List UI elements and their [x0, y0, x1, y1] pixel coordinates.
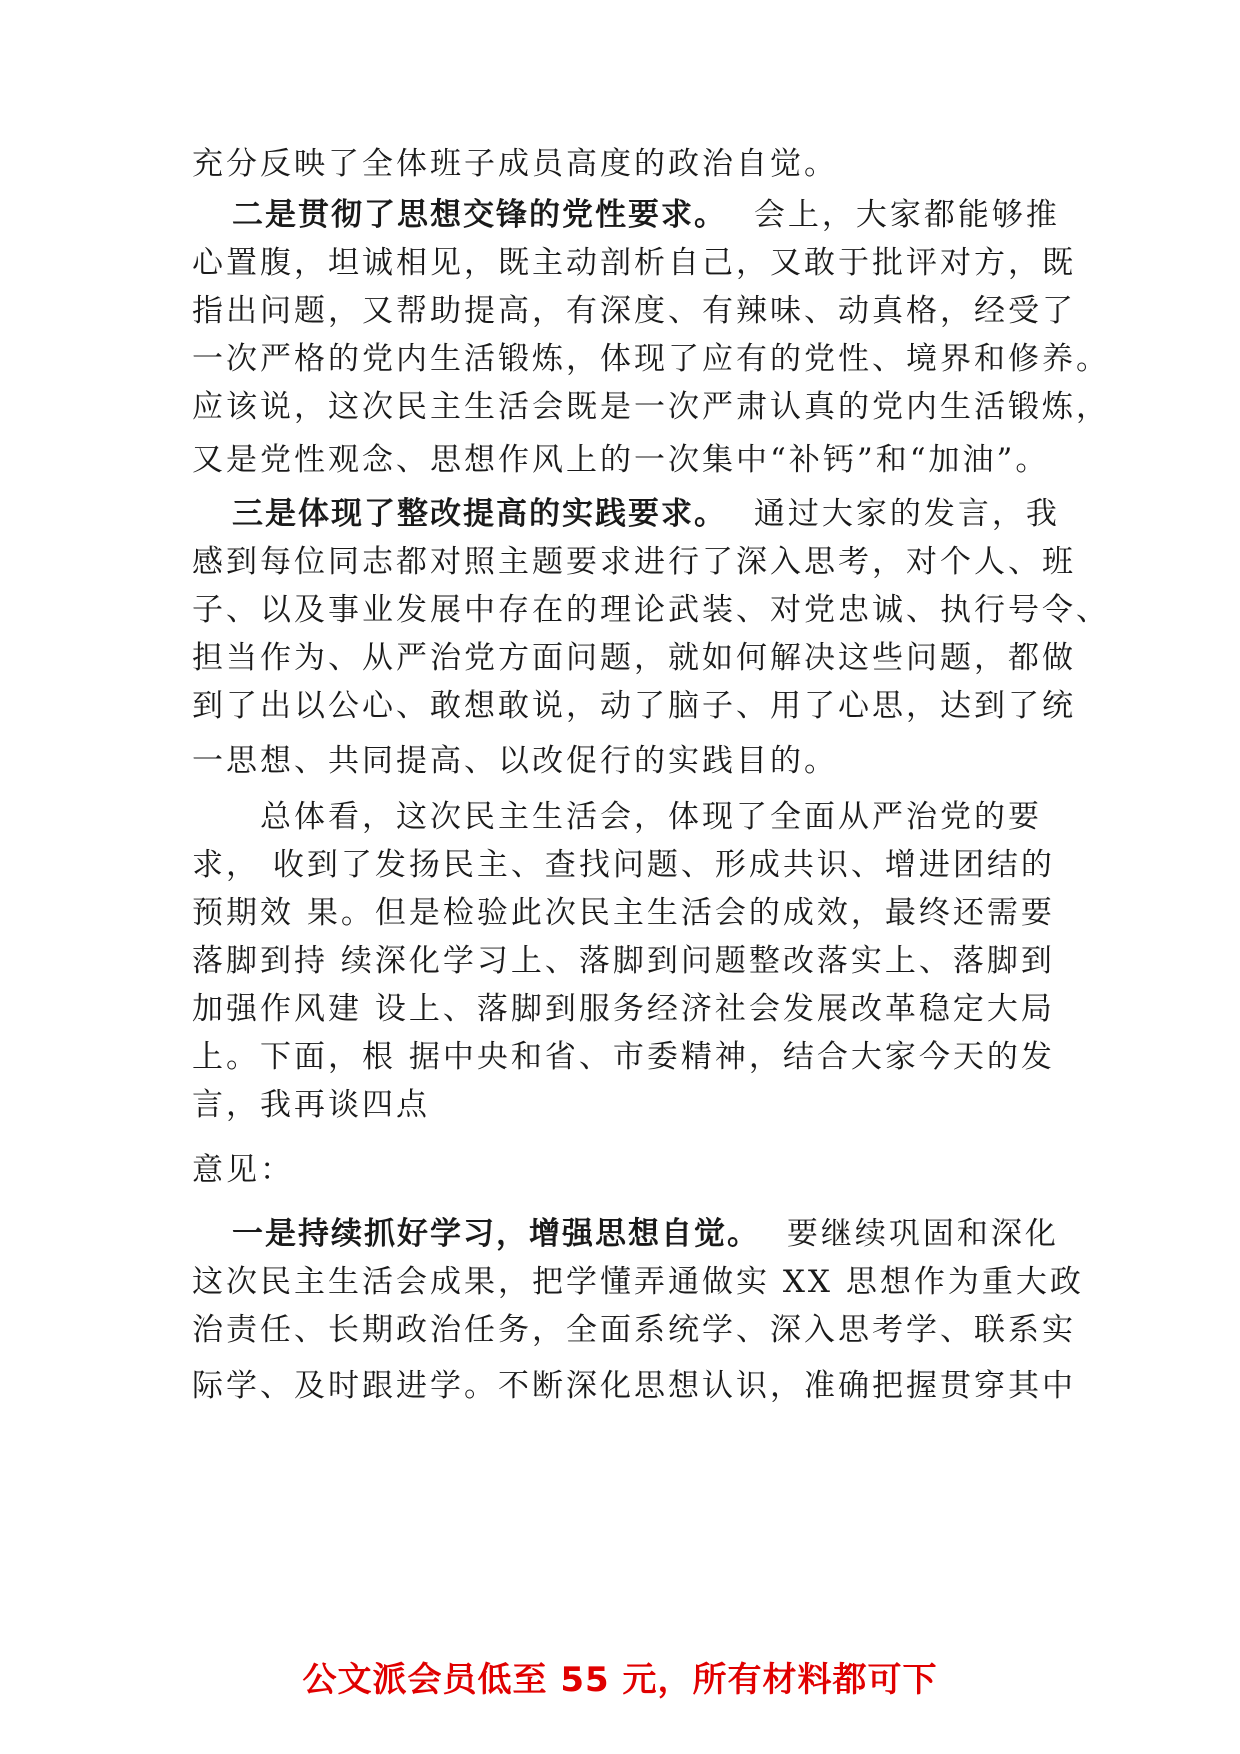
text-line: 应该说，这次民主生活会既是一次严肃认真的党内生活锻炼，	[192, 389, 1110, 425]
paragraph-text: 要继续巩固和深化	[786, 1216, 1059, 1252]
text-line: 充分反映了全体班子成员高度的政治自觉。	[192, 146, 838, 182]
paragraph-heading-line	[232, 1212, 1059, 1256]
text-line: 一思想、共同提高、以改促行的实践目的。	[192, 743, 838, 779]
text-line: 治责任、长期政治任务，全面系统学、深入思考学、联系实	[192, 1312, 1076, 1348]
text-line: 意见：	[192, 1152, 294, 1188]
text-line: 总体看，这次民主生活会，体现了全面从严治党的要	[192, 799, 1042, 835]
text-line: 到了出以公心、敢想敢说，动了脑子、用了心思，达到了统	[192, 688, 1076, 724]
text-line: 言，我再谈四点	[192, 1087, 430, 1123]
text-line: 一次严格的党内生活锻炼，体现了应有的党性、境界和修养。	[192, 341, 1110, 377]
text-line: 上。下面，根 据中央和省、市委精神，结合大家今天的发	[192, 1039, 1055, 1075]
text-line: 担当作为、从严治党方面问题，就如何解决这些问题，都做	[192, 640, 1076, 676]
text-line: 这次民主生活会成果，把学懂弄通做实 XX 思想作为重大政	[192, 1264, 1084, 1300]
paragraph-heading: 二是贯彻了思想交锋的党性要求。	[232, 197, 727, 233]
text-line: 指出问题，又帮助提高，有深度、有辣味、动真格，经受了	[192, 293, 1076, 329]
text-line: 感到每位同志都对照主题要求进行了深入思考，对个人、班	[192, 544, 1076, 580]
paragraph-text: 会上，大家都能够推	[753, 197, 1060, 233]
paragraph-heading: 一是持续抓好学习，增强思想自觉。	[232, 1216, 760, 1252]
paragraph-heading-line	[232, 492, 1060, 536]
text-line: 落脚到持 续深化学习上、落脚到问题整改落实上、落脚到	[192, 943, 1055, 979]
promo-footer: 公文派会员低至 55 元，所有材料都可下	[302, 1660, 938, 1700]
text-line: 又是党性观念、思想作风上的一次集中“补钙”和“加油”。	[192, 442, 1050, 478]
paragraph-heading: 三是体现了整改提高的实践要求。	[232, 496, 727, 532]
text-line: 子、以及事业发展中存在的理论武装、对党忠诚、执行号令、	[192, 592, 1110, 628]
text-line: 心置腹，坦诚相见，既主动剖析自己，又敢于批评对方，既	[192, 245, 1076, 281]
text-line: 加强作风建 设上、落脚到服务经济社会发展改革稳定大局	[192, 991, 1055, 1027]
text-line: 际学、及时跟进学。不断深化思想认识，准确把握贯穿其中	[192, 1368, 1076, 1404]
paragraph-heading-line	[232, 193, 1060, 237]
paragraph-text: 通过大家的发言，我	[753, 496, 1060, 532]
text-line: 预期效 果。但是检验此次民主生活会的成效，最终还需要	[192, 895, 1055, 931]
text-line: 求， 收到了发扬民主、查找问题、形成共识、增进团结的	[192, 847, 1055, 883]
